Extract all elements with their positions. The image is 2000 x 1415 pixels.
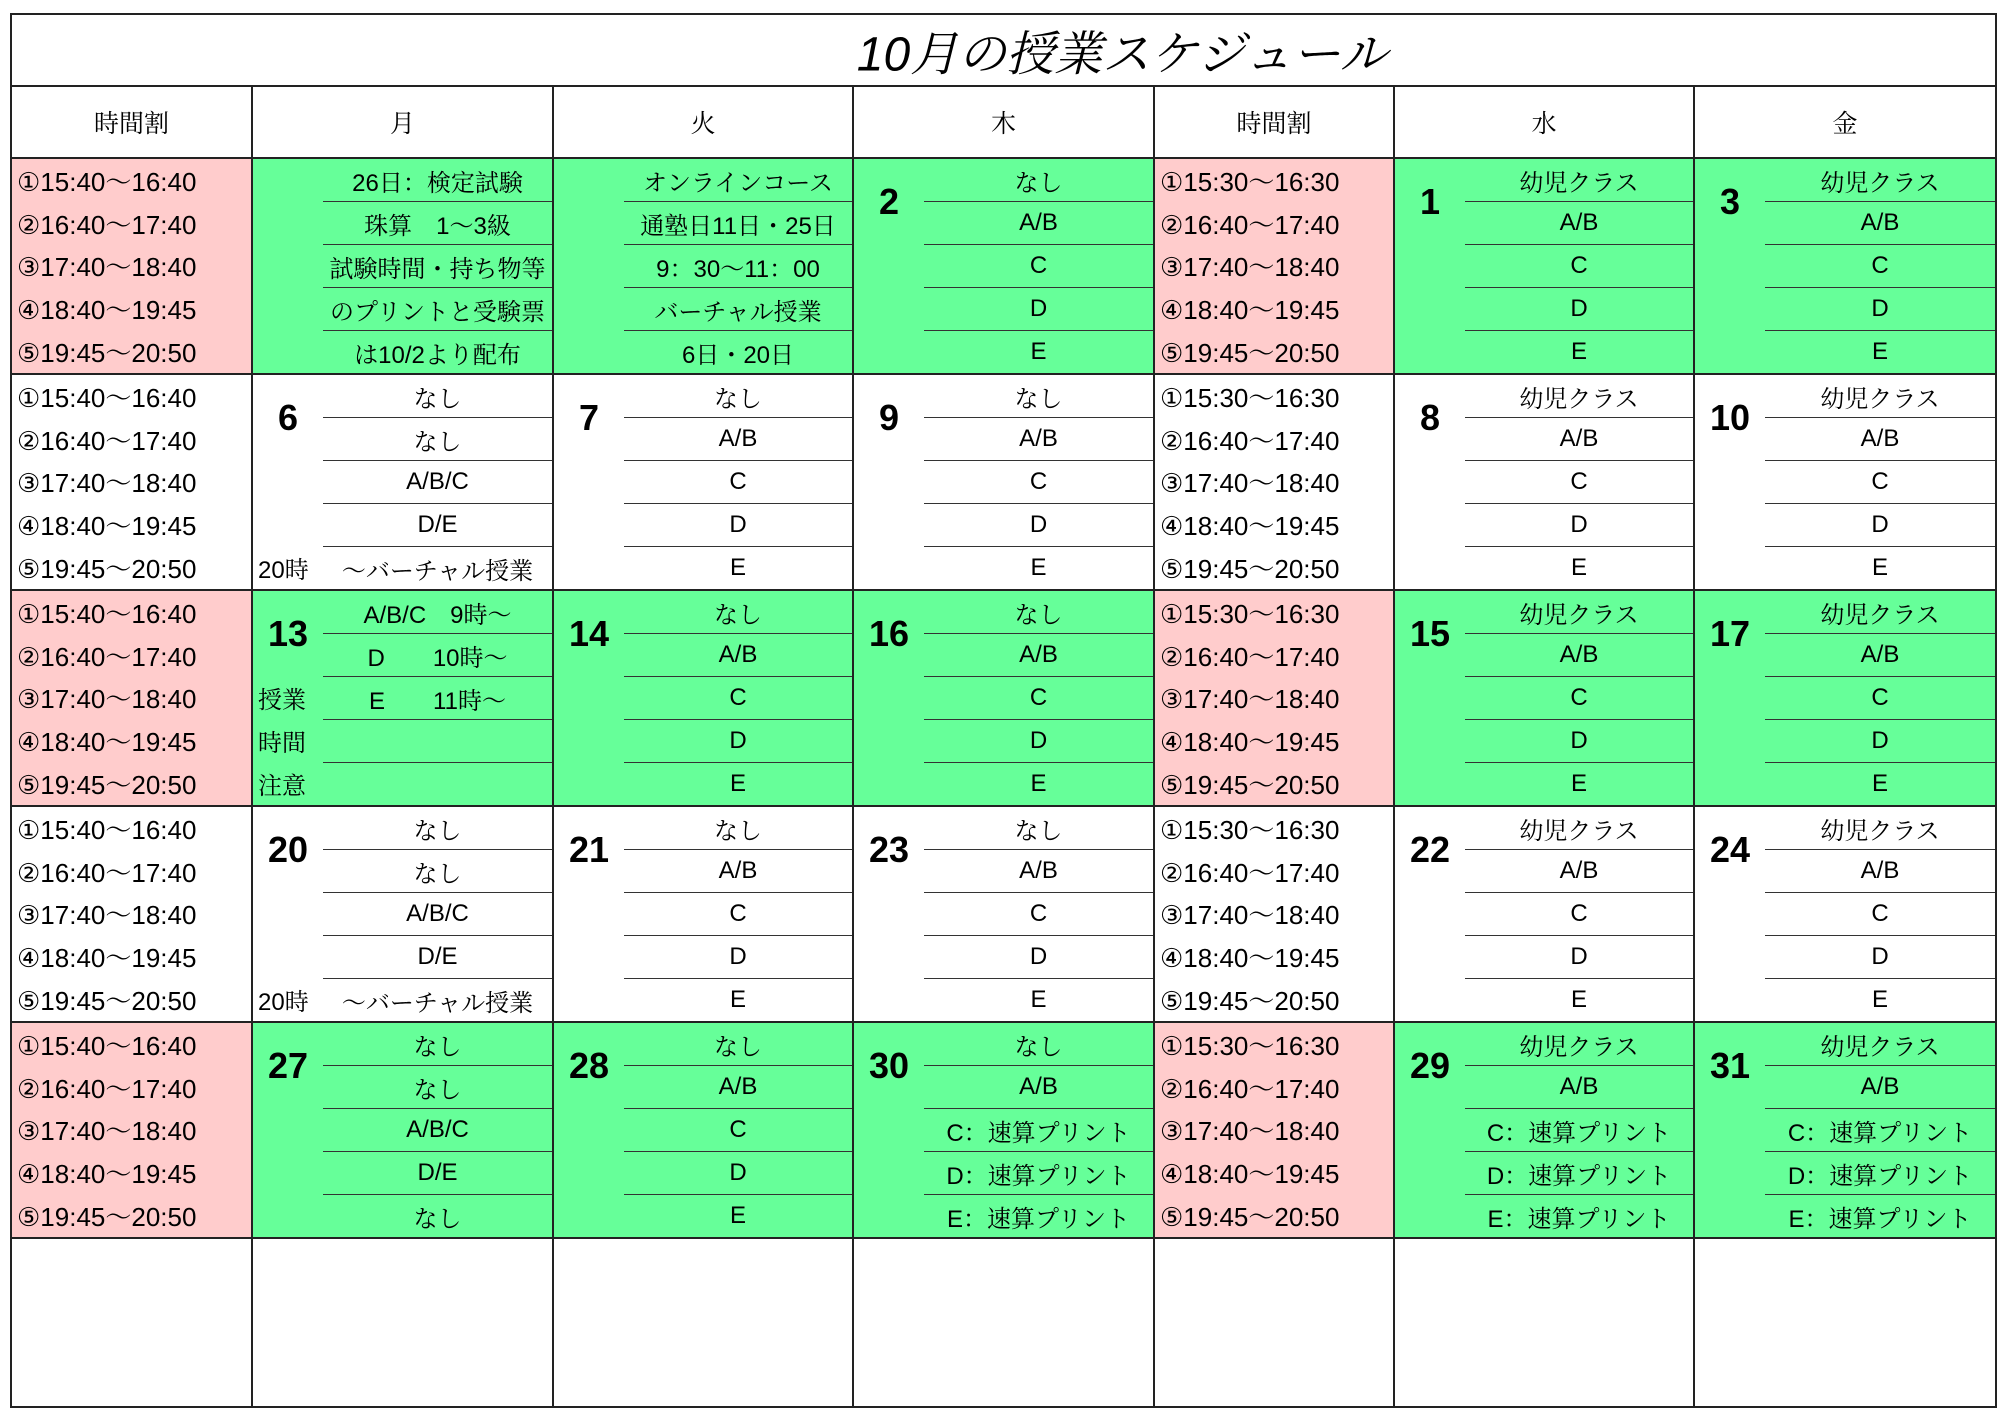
- time-slot: ⑤19:45～20:50: [17, 338, 197, 369]
- time-slot: ④18:40～19:45: [17, 295, 197, 326]
- day-cell-friday: [1695, 375, 1995, 589]
- class-entry-list: [1465, 591, 1693, 805]
- time-slot: ⑤19:45～20:50: [17, 1202, 197, 1233]
- class-entry: C: [924, 245, 1153, 288]
- day-cell-wednesday: [1395, 591, 1693, 805]
- empty-cell: [1395, 1239, 1693, 1406]
- side-note: 時間: [258, 730, 306, 758]
- time-slot: ①15:30～16:30: [1160, 166, 1340, 197]
- class-entry: 通塾日11日・25日: [624, 202, 852, 245]
- time-slot: ③17:40～18:40: [17, 684, 197, 715]
- day-cell-thursday: [854, 807, 1153, 1021]
- class-entry: [323, 720, 552, 763]
- day-cell-monday: [253, 591, 552, 805]
- time-slot: ④18:40～19:45: [1160, 727, 1340, 758]
- class-entry: なし: [413, 1205, 462, 1233]
- class-entry: 幼児クラス: [1465, 591, 1693, 634]
- class-entry-list: [624, 375, 852, 589]
- class-entry: A/B: [924, 418, 1153, 461]
- date-number: 14: [568, 612, 610, 654]
- class-entry: E: [1871, 986, 1888, 1013]
- time-slot: ①15:40～16:40: [17, 1030, 197, 1061]
- class-entry: E：速算プリント: [946, 1205, 1131, 1233]
- class-entry: A/B: [1465, 850, 1693, 893]
- empty-cell: [1155, 1239, 1393, 1406]
- class-entry-list: [1765, 1023, 1995, 1237]
- date-number: 21: [568, 828, 610, 870]
- date-number: 20: [267, 828, 309, 870]
- class-entry: ～バーチャル授業: [341, 989, 534, 1017]
- class-entry: E: [729, 1202, 746, 1229]
- day-cell-monday: [253, 1023, 552, 1237]
- class-entry: A/B: [1465, 418, 1693, 461]
- time-slot-column: [1155, 807, 1393, 1021]
- time-slot: ③17:40～18:40: [1160, 1116, 1340, 1147]
- time-slot: ②16:40～17:40: [1160, 857, 1340, 888]
- class-entry-list: [323, 591, 552, 805]
- class-entry: D: [1765, 288, 1995, 331]
- class-entry: E: [729, 986, 746, 1013]
- class-entry: C: [1765, 245, 1995, 288]
- class-entry: A/B: [624, 418, 852, 461]
- class-entry: E: [1030, 770, 1047, 797]
- date-number: 7: [578, 396, 600, 438]
- time-slot: ⑤19:45～20:50: [17, 986, 197, 1017]
- header-thursday: 木: [854, 87, 1153, 157]
- time-slot-column: [12, 1023, 251, 1237]
- time-slot: ④18:40～19:45: [1160, 295, 1340, 326]
- date-number: 24: [1709, 828, 1751, 870]
- class-entry-list: [1465, 807, 1693, 1021]
- date-number: 15: [1409, 612, 1451, 654]
- class-entry: 幼児クラス: [1465, 807, 1693, 850]
- class-entry: D 10時～: [323, 634, 552, 677]
- date-number: 23: [868, 828, 910, 870]
- class-entry: E: [1570, 770, 1587, 797]
- class-entry: D：速算プリント: [1765, 1152, 1995, 1195]
- class-entry-list: [323, 159, 552, 373]
- class-entry: 珠算 1～3級: [323, 202, 552, 245]
- class-entry: A/B: [924, 634, 1153, 677]
- time-slot: ①15:30～16:30: [1160, 1030, 1340, 1061]
- class-entry: 6日・20日: [681, 341, 795, 369]
- class-entry-list: [1465, 375, 1693, 589]
- class-entry-list: [323, 375, 552, 589]
- class-entry: なし: [323, 1066, 552, 1109]
- class-entry: C: [624, 1109, 852, 1152]
- class-entry: なし: [323, 1023, 552, 1066]
- day-cell-monday: [253, 159, 552, 373]
- class-entry: オンラインコース: [624, 159, 852, 202]
- class-entry-list: [924, 159, 1153, 373]
- time-slot: ③17:40～18:40: [17, 252, 197, 283]
- class-entry: C: [1765, 461, 1995, 504]
- class-entry: C: [624, 677, 852, 720]
- day-cell-thursday: [854, 1023, 1153, 1237]
- class-entry: A/B: [924, 850, 1153, 893]
- class-entry: 26日：検定試験: [323, 159, 552, 202]
- day-cell-wednesday: [1395, 375, 1693, 589]
- class-entry: C：速算プリント: [1465, 1109, 1693, 1152]
- class-entry: なし: [924, 375, 1153, 418]
- time-slot: ⑤19:45～20:50: [1160, 338, 1340, 369]
- time-slot: ②16:40～17:40: [17, 1073, 197, 1104]
- day-cell-tuesday: [554, 591, 852, 805]
- time-slot: ①15:40～16:40: [17, 814, 197, 845]
- date-number: 30: [868, 1044, 910, 1086]
- class-entry: D: [1465, 288, 1693, 331]
- empty-cell: [554, 1239, 852, 1406]
- class-entry: A/B: [1465, 1066, 1693, 1109]
- class-entry: C: [924, 893, 1153, 936]
- class-entry: E: [1570, 338, 1587, 365]
- class-entry: E 11時～: [323, 677, 552, 720]
- day-cell-tuesday: [554, 375, 852, 589]
- time-slot: ②16:40～17:40: [1160, 209, 1340, 240]
- class-entry: E: [729, 554, 746, 581]
- class-entry: D: [624, 504, 852, 547]
- class-entry: E: [1030, 338, 1047, 365]
- header-time-slots-mon-tue-thu: 時間割: [12, 87, 251, 157]
- schedule-sheet: [10, 13, 1997, 1408]
- time-slot: ⑤19:45～20:50: [1160, 554, 1340, 585]
- class-entry: E：速算プリント: [1487, 1205, 1671, 1233]
- header-wednesday: 水: [1395, 87, 1693, 157]
- class-entry-list: [323, 807, 552, 1021]
- class-entry: なし: [924, 807, 1153, 850]
- empty-cell: [12, 1239, 251, 1406]
- class-entry-list: [1765, 159, 1995, 373]
- class-entry: A/B/C: [323, 893, 552, 936]
- date-number: 1: [1419, 180, 1441, 222]
- class-entry: D: [924, 720, 1153, 763]
- class-entry: A/B: [1765, 418, 1995, 461]
- class-entry: C: [1765, 677, 1995, 720]
- class-entry: C: [1465, 893, 1693, 936]
- date-number: 22: [1409, 828, 1451, 870]
- date-number: 17: [1709, 612, 1751, 654]
- date-number: 9: [878, 396, 900, 438]
- class-entry: D: [1765, 936, 1995, 979]
- time-slot: ④18:40～19:45: [1160, 943, 1340, 974]
- time-slot: ⑤19:45～20:50: [1160, 770, 1340, 801]
- class-entry: なし: [924, 1023, 1153, 1066]
- class-entry-list: [624, 159, 852, 373]
- time-slot-column: [12, 591, 251, 805]
- class-entry: なし: [624, 591, 852, 634]
- class-entry: ～バーチャル授業: [341, 557, 534, 585]
- time-slot: ②16:40～17:40: [17, 209, 197, 240]
- class-entry: D/E: [323, 504, 552, 547]
- class-entry: C: [924, 461, 1153, 504]
- day-cell-friday: [1695, 591, 1995, 805]
- time-slot-column: [12, 159, 251, 373]
- class-entry: なし: [323, 375, 552, 418]
- time-slot: ③17:40～18:40: [1160, 252, 1340, 283]
- class-entry: のプリントと受験票: [323, 288, 552, 331]
- class-entry: D: [624, 720, 852, 763]
- header-monday: 月: [253, 87, 552, 157]
- class-entry: C: [624, 893, 852, 936]
- class-entry: C: [1765, 893, 1995, 936]
- time-slot: ③17:40～18:40: [17, 900, 197, 931]
- class-entry: A/B: [924, 1066, 1153, 1109]
- time-slot: ②16:40～17:40: [1160, 641, 1340, 672]
- class-entry: A/B: [1765, 634, 1995, 677]
- date-number: 27: [267, 1044, 309, 1086]
- side-note: 注意: [258, 773, 306, 801]
- class-entry: 幼児クラス: [1465, 375, 1693, 418]
- class-entry: D: [1765, 504, 1995, 547]
- class-entry: C: [1465, 245, 1693, 288]
- class-entry: D: [924, 288, 1153, 331]
- day-cell-friday: [1695, 159, 1995, 373]
- class-entry-list: [1765, 591, 1995, 805]
- class-entry: A/B: [1765, 202, 1995, 245]
- day-cell-tuesday: [554, 1023, 852, 1237]
- class-entry: D: [1465, 720, 1693, 763]
- class-entry: 幼児クラス: [1765, 159, 1995, 202]
- time-slot: ①15:40～16:40: [17, 598, 197, 629]
- time-slot: ②16:40～17:40: [1160, 425, 1340, 456]
- side-note: 20時: [258, 989, 309, 1017]
- time-slot: ④18:40～19:45: [17, 1159, 197, 1190]
- class-entry: 幼児クラス: [1465, 159, 1693, 202]
- date-number: 31: [1709, 1044, 1751, 1086]
- class-entry-list: [924, 375, 1153, 589]
- day-cell-thursday: [854, 375, 1153, 589]
- time-slot-column: [12, 375, 251, 589]
- header-tuesday: 火: [554, 87, 852, 157]
- class-entry: D: [1465, 504, 1693, 547]
- time-slot: ①15:40～16:40: [17, 166, 197, 197]
- day-cell-tuesday: [554, 807, 852, 1021]
- class-entry: E: [729, 770, 746, 797]
- empty-cell: [1695, 1239, 1995, 1406]
- class-entry: A/B/C: [323, 461, 552, 504]
- class-entry: A/B: [1465, 634, 1693, 677]
- time-slot: ⑤19:45～20:50: [1160, 986, 1340, 1017]
- class-entry: C：速算プリント: [1765, 1109, 1995, 1152]
- side-note: 授業: [258, 687, 306, 715]
- date-number: 16: [868, 612, 910, 654]
- day-cell-thursday: [854, 159, 1153, 373]
- date-number: 6: [277, 396, 299, 438]
- class-entry: A/B: [624, 850, 852, 893]
- schedule-title: 10月の授業スケジュール: [856, 28, 1388, 82]
- time-slot: ④18:40～19:45: [17, 727, 197, 758]
- time-slot: ③17:40～18:40: [1160, 468, 1340, 499]
- time-slot: ④18:40～19:45: [17, 511, 197, 542]
- class-entry: D: [924, 504, 1153, 547]
- class-entry: E: [1030, 986, 1047, 1013]
- class-entry: A/B: [624, 1066, 852, 1109]
- class-entry: E: [1871, 338, 1888, 365]
- title-cell: [12, 15, 1995, 85]
- time-slot: ③17:40～18:40: [17, 468, 197, 499]
- class-entry: E: [1871, 770, 1888, 797]
- time-slot: ②16:40～17:40: [1160, 1073, 1340, 1104]
- class-entry: D: [924, 936, 1153, 979]
- class-entry: A/B/C 9時～: [323, 591, 552, 634]
- time-slot: ⑤19:45～20:50: [1160, 1202, 1340, 1233]
- time-slot: ①15:40～16:40: [17, 382, 197, 413]
- class-entry: C: [1465, 461, 1693, 504]
- class-entry: D/E: [323, 1152, 552, 1195]
- class-entry: なし: [624, 807, 852, 850]
- class-entry: なし: [624, 1023, 852, 1066]
- class-entry-list: [924, 1023, 1153, 1237]
- time-slot: ③17:40～18:40: [1160, 684, 1340, 715]
- class-entry-list: [924, 807, 1153, 1021]
- class-entry: なし: [924, 159, 1153, 202]
- header-friday: 金: [1695, 87, 1995, 157]
- time-slot: ①15:30～16:30: [1160, 598, 1340, 629]
- day-cell-monday: [253, 375, 552, 589]
- day-cell-wednesday: [1395, 1023, 1693, 1237]
- class-entry: 幼児クラス: [1765, 375, 1995, 418]
- class-entry: D: [624, 936, 852, 979]
- day-cell-friday: [1695, 1023, 1995, 1237]
- class-entry-list: [624, 591, 852, 805]
- time-slot-column: [1155, 1023, 1393, 1237]
- class-entry: E: [1871, 554, 1888, 581]
- class-entry: [323, 763, 552, 805]
- time-slot-column: [12, 807, 251, 1021]
- class-entry: A/B: [1765, 850, 1995, 893]
- class-entry: 幼児クラス: [1765, 591, 1995, 634]
- class-entry-list: [323, 1023, 552, 1237]
- time-slot-column: [1155, 591, 1393, 805]
- date-number: 2: [878, 180, 900, 222]
- time-slot: ①15:30～16:30: [1160, 382, 1340, 413]
- class-entry: D: [1765, 720, 1995, 763]
- date-number: 8: [1419, 396, 1441, 438]
- class-entry: C: [1465, 677, 1693, 720]
- side-note: 20時: [258, 557, 309, 585]
- class-entry-list: [924, 591, 1153, 805]
- time-slot: ⑤19:45～20:50: [17, 554, 197, 585]
- class-entry: D: [624, 1152, 852, 1195]
- class-entry: E: [1030, 554, 1047, 581]
- time-slot-column: [1155, 375, 1393, 589]
- class-entry: E: [1570, 986, 1587, 1013]
- class-entry: なし: [323, 850, 552, 893]
- day-cell-friday: [1695, 807, 1995, 1021]
- class-entry: A/B: [1465, 202, 1693, 245]
- class-entry: なし: [624, 375, 852, 418]
- class-entry: D: [1465, 936, 1693, 979]
- empty-cell: [854, 1239, 1153, 1406]
- day-cell-thursday: [854, 591, 1153, 805]
- class-entry: なし: [323, 418, 552, 461]
- class-entry: A/B: [924, 202, 1153, 245]
- class-entry: なし: [924, 591, 1153, 634]
- class-entry: 幼児クラス: [1765, 1023, 1995, 1066]
- class-entry: C：速算プリント: [924, 1109, 1153, 1152]
- date-number: 29: [1409, 1044, 1451, 1086]
- class-entry: D/E: [323, 936, 552, 979]
- date-number: 10: [1709, 396, 1751, 438]
- date-number: 13: [267, 612, 309, 654]
- class-entry: A/B/C: [323, 1109, 552, 1152]
- class-entry: 幼児クラス: [1465, 1023, 1693, 1066]
- time-slot: ①15:30～16:30: [1160, 814, 1340, 845]
- class-entry-list: [1765, 375, 1995, 589]
- class-entry-list: [624, 1023, 852, 1237]
- class-entry: C: [624, 461, 852, 504]
- date-number: 28: [568, 1044, 610, 1086]
- time-slot: ⑤19:45～20:50: [17, 770, 197, 801]
- time-slot: ②16:40～17:40: [17, 425, 197, 456]
- day-cell-tuesday: [554, 159, 852, 373]
- time-slot: ②16:40～17:40: [17, 857, 197, 888]
- time-slot: ③17:40～18:40: [1160, 900, 1340, 931]
- time-slot: ④18:40～19:45: [1160, 511, 1340, 542]
- date-number: 3: [1719, 180, 1741, 222]
- class-entry: A/B: [1765, 1066, 1995, 1109]
- class-entry: E：速算プリント: [1788, 1205, 1972, 1233]
- class-entry-list: [1465, 159, 1693, 373]
- time-slot: ④18:40～19:45: [17, 943, 197, 974]
- day-cell-monday: [253, 807, 552, 1021]
- empty-cell: [253, 1239, 552, 1406]
- class-entry-list: [624, 807, 852, 1021]
- class-entry: 9：30～11：00: [624, 245, 852, 288]
- class-entry: A/B: [624, 634, 852, 677]
- class-entry: 幼児クラス: [1765, 807, 1995, 850]
- class-entry: E: [1570, 554, 1587, 581]
- time-slot: ③17:40～18:40: [17, 1116, 197, 1147]
- class-entry: D：速算プリント: [1465, 1152, 1693, 1195]
- class-entry: なし: [323, 807, 552, 850]
- time-slot-column: [1155, 159, 1393, 373]
- time-slot: ②16:40～17:40: [17, 641, 197, 672]
- class-entry: D：速算プリント: [924, 1152, 1153, 1195]
- day-cell-wednesday: [1395, 159, 1693, 373]
- class-entry: C: [924, 677, 1153, 720]
- class-entry: は10/2より配布: [354, 341, 521, 369]
- class-entry: バーチャル授業: [624, 288, 852, 331]
- class-entry: 試験時間・持ち物等: [323, 245, 552, 288]
- time-slot: ④18:40～19:45: [1160, 1159, 1340, 1190]
- header-time-slots-wed-fri: 時間割: [1155, 87, 1393, 157]
- day-cell-wednesday: [1395, 807, 1693, 1021]
- class-entry-list: [1465, 1023, 1693, 1237]
- class-entry-list: [1765, 807, 1995, 1021]
